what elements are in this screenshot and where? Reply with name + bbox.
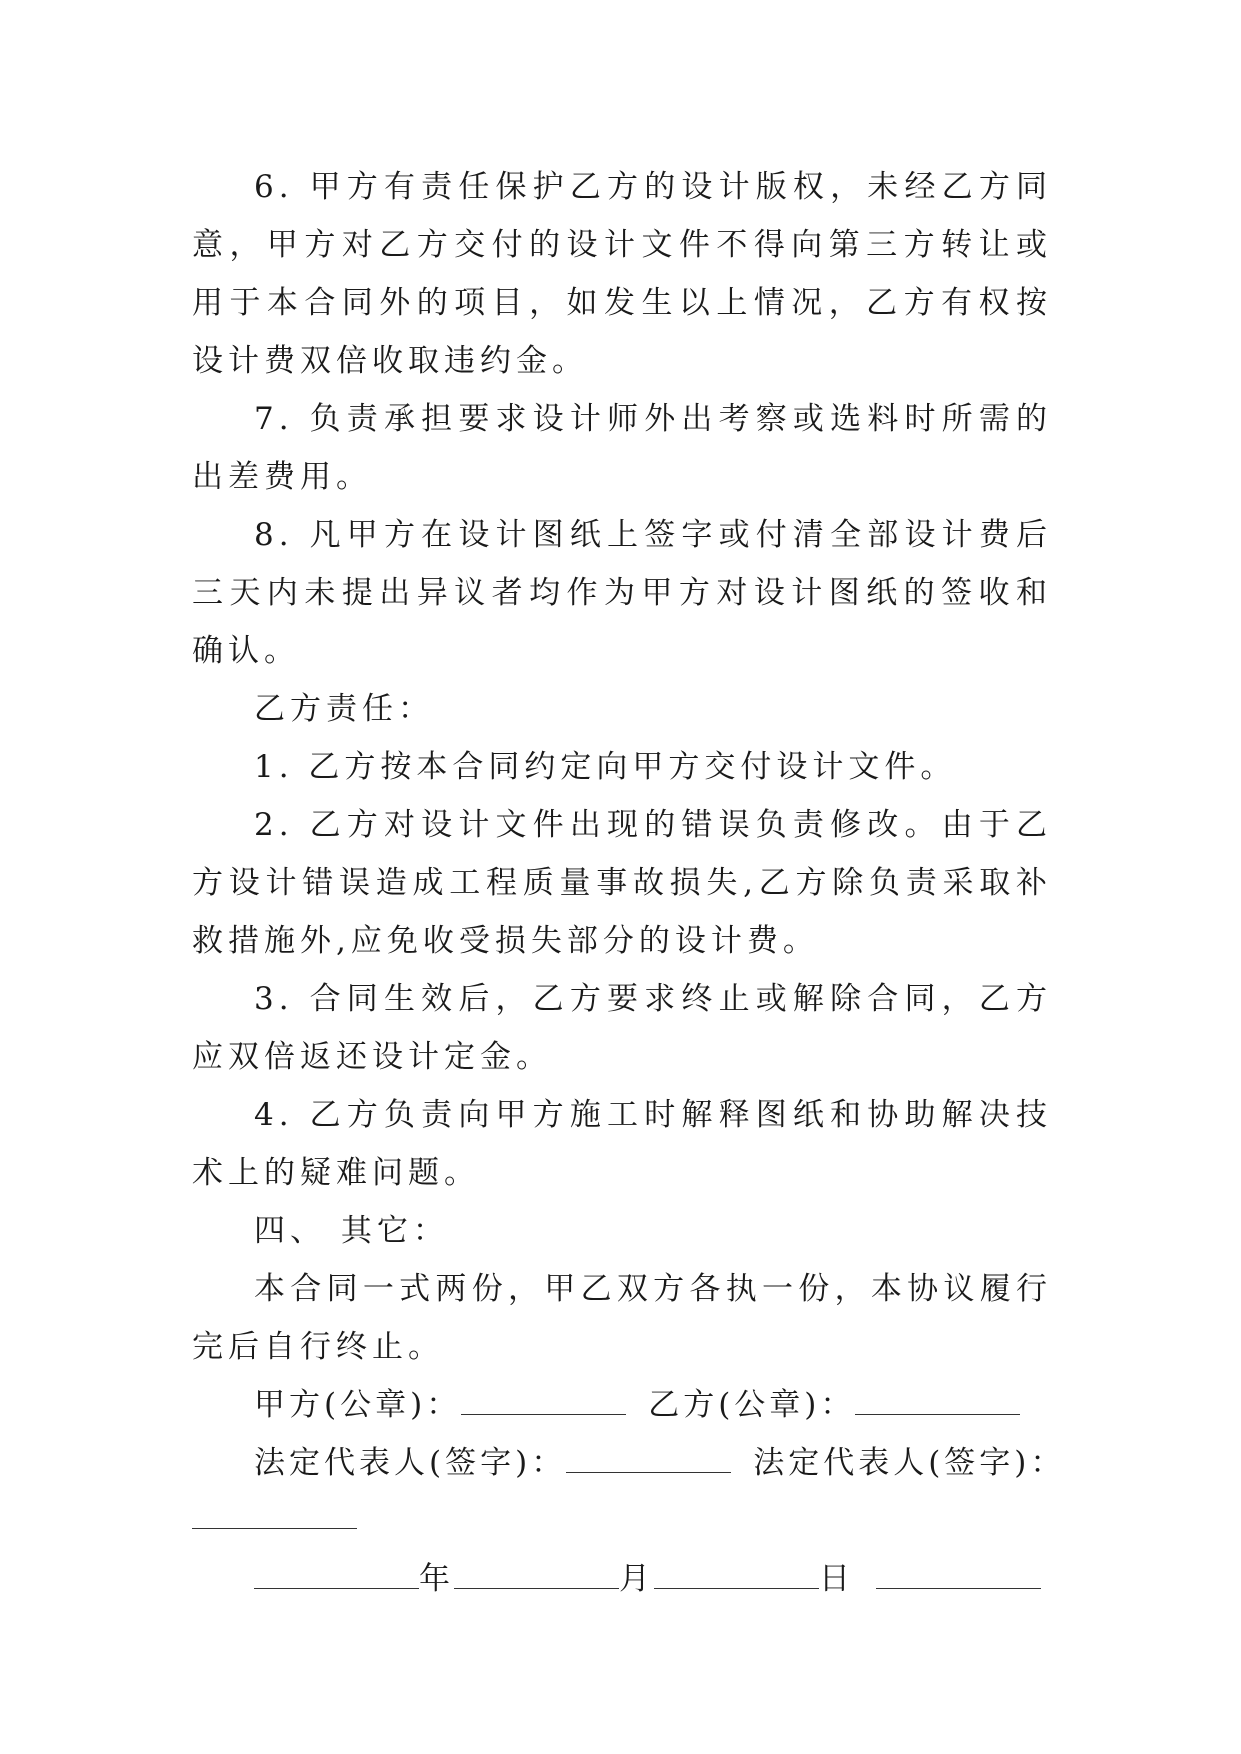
clause-a6: 6. 甲方有责任保护乙方的设计版权，未经乙方同意，甲方对乙方交付的设计文件不得向第三方转让或用于本合同外的项目，如发生以上情况，乙方有权按设计费双倍收取违约金。 xyxy=(192,169,1052,379)
rep-sign-b-blank-line xyxy=(192,1492,1052,1550)
rep-sign-b-label: 法定代表人(签字)： xyxy=(753,1445,1066,1481)
document-page xyxy=(192,158,1066,1608)
seal-line xyxy=(192,1376,1052,1434)
section-heading-party-b: 乙方责任： xyxy=(254,691,434,727)
rep-sign-b-blank xyxy=(192,1498,357,1529)
clause-b4: 4. 乙方负责向甲方施工时解释图纸和协助解决技术上的疑难问题。 xyxy=(192,1097,1052,1191)
clause-b3: 3. 合同生效后，乙方要求终止或解除合同，乙方应双倍返还设计定金。 xyxy=(192,981,1052,1075)
month-blank xyxy=(454,1558,619,1589)
clause-b1: 1. 乙方按本合同约定向甲方交付设计文件。 xyxy=(254,749,957,785)
party-b-seal-blank xyxy=(855,1384,1020,1415)
year-label: 年 xyxy=(419,1561,454,1597)
section-heading-other: 四、 其它： xyxy=(254,1213,449,1249)
clause-b2: 2. 乙方对设计文件出现的错误负责修改。由于乙方设计错误造成工程质量事故损失,乙方除负责采取补救措施外,应免收受损失部分的设计费。 xyxy=(192,807,1052,959)
day-blank xyxy=(654,1558,819,1589)
month-label: 月 xyxy=(619,1561,654,1597)
trailing-blank xyxy=(876,1558,1041,1589)
rep-sign-a-label: 法定代表人(签字)： xyxy=(254,1445,567,1481)
clause-a8: 8. 凡甲方在设计图纸上签字或付清全部设计费后三天内未提出异议者均作为甲方对设计图纸的签收和确认。 xyxy=(192,517,1052,669)
party-a-seal-blank xyxy=(461,1384,626,1415)
rep-sign-a-blank xyxy=(566,1442,731,1473)
party-b-seal-label: 乙方(公章)： xyxy=(648,1387,856,1423)
clause-a7: 7. 负责承担要求设计师外出考察或选料时所需的出差费用。 xyxy=(192,401,1052,495)
clause-copies: 本合同一式两份，甲乙双方各执一份，本协议履行完后自行终止。 xyxy=(192,1271,1052,1365)
day-label: 日 xyxy=(819,1561,854,1597)
date-line xyxy=(192,1550,1052,1608)
representative-line xyxy=(192,1434,1066,1492)
year-blank xyxy=(254,1558,419,1589)
party-a-seal-label: 甲方(公章)： xyxy=(254,1387,462,1423)
